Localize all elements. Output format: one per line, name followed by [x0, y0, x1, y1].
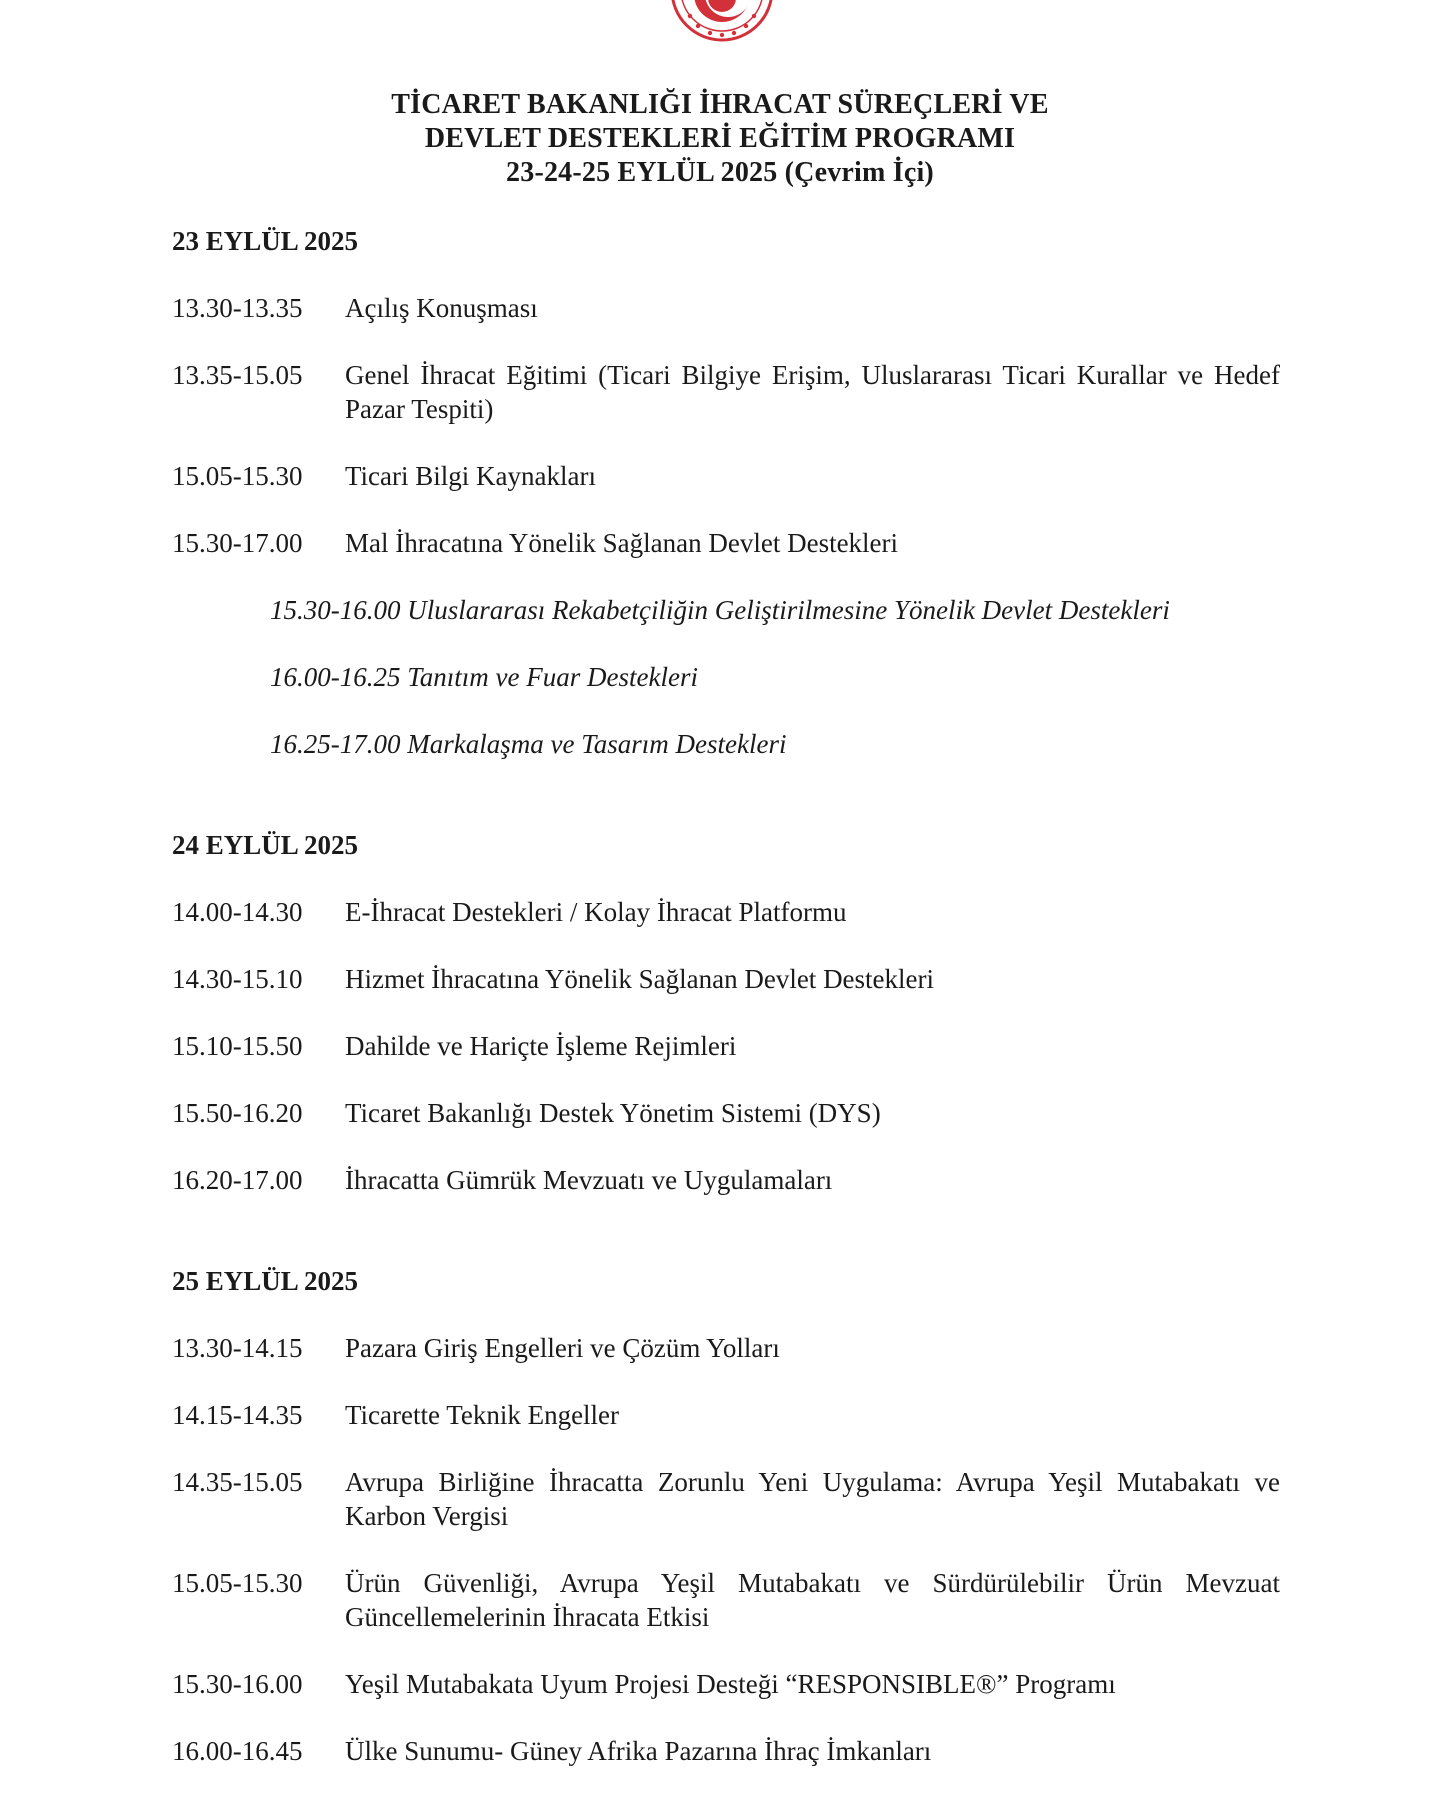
day-heading: 24 EYLÜL 2025: [172, 830, 359, 860]
title-line: DEVLET DESTEKLERİ EĞİTİM PROGRAMI: [424, 123, 1016, 154]
session-time: 14.15-14.35: [172, 1400, 303, 1430]
session-time: 15.30-17.00: [172, 528, 303, 558]
session-title: E-İhracat Destekleri / Kolay İhracat Platformu: [345, 897, 847, 927]
title-line: TİCARET BAKANLIĞI İHRACAT SÜREÇLERİ VE: [391, 89, 1049, 120]
session-time: 16.00-16.45: [172, 1736, 303, 1766]
session-time: 14.00-14.30: [172, 897, 303, 927]
session-title: Genel İhracat Eğitimi (Ticari Bilgiye Erişim, Uluslararası Ticari Kurallar ve Hedef Pazar Tespiti): [345, 360, 1280, 424]
session-title: İhracatta Gümrük Mevzuatı ve Uygulamaları: [345, 1165, 833, 1195]
session-time: 15.30-16.00: [172, 1669, 303, 1699]
session-title: Yeşil Mutabakata Uyum Projesi Desteği “RESPONSIBLE®” Programı: [345, 1669, 1116, 1699]
session-row: [172, 459, 1280, 493]
title-line: 23-24-25 EYLÜL 2025 (Çevrim İçi): [506, 157, 934, 188]
session-time: 15.50-16.20: [172, 1098, 303, 1128]
session-title: Ticarette Teknik Engeller: [345, 1400, 620, 1430]
session-time: 13.35-15.05: [172, 360, 303, 390]
session-row: [172, 1331, 1280, 1365]
session-title: Ticari Bilgi Kaynakları: [345, 461, 596, 491]
session-title: Hizmet İhracatına Yönelik Sağlanan Devlet Destekleri: [345, 964, 935, 994]
session-row: [172, 291, 1280, 325]
document-title: [0, 88, 1440, 190]
session-row: [172, 1566, 1280, 1634]
session-title: Açılış Konuşması: [345, 293, 538, 323]
session-time: 13.30-14.15: [172, 1333, 303, 1363]
session-row: [172, 1029, 1280, 1063]
subsession-item: 16.00-16.25 Tanıtım ve Fuar Destekleri: [270, 662, 698, 692]
session-time: 14.30-15.10: [172, 964, 303, 994]
subsession-item: 16.25-17.00 Markalaşma ve Tasarım Destekleri: [270, 729, 787, 759]
session-row: [172, 1734, 1280, 1768]
session-title: Pazara Giriş Engelleri ve Çözüm Yolları: [345, 1333, 780, 1363]
session-row: [172, 1096, 1280, 1130]
session-row: [172, 526, 1280, 560]
session-row: [172, 962, 1280, 996]
session-title: Dahilde ve Hariçte İşleme Rejimleri: [345, 1031, 737, 1061]
session-row: [172, 1465, 1280, 1533]
session-title: Ülke Sunumu- Güney Afrika Pazarına İhraç İmkanları: [345, 1736, 932, 1766]
session-row: [172, 358, 1280, 426]
session-row: [172, 1398, 1280, 1432]
session-time: 15.10-15.50: [172, 1031, 303, 1061]
session-time: 14.35-15.05: [172, 1467, 303, 1497]
session-time: 15.05-15.30: [172, 1568, 303, 1598]
day-heading: 25 EYLÜL 2025: [172, 1266, 359, 1296]
session-time: 16.20-17.00: [172, 1165, 303, 1195]
session-time: 15.05-15.30: [172, 461, 303, 491]
session-row: [172, 1163, 1280, 1197]
session-row: [172, 895, 1280, 929]
session-title: Ürün Güvenliği, Avrupa Yeşil Mutabakatı ve Sürdürülebilir Ürün Mevzuat Güncellemelerinin İhracata Etkisi: [345, 1568, 1280, 1632]
session-time: 13.30-13.35: [172, 293, 303, 323]
session-row: [172, 1667, 1280, 1701]
ministry-seal-icon: [670, 0, 774, 42]
subsession-item: 15.30-16.00 Uluslararası Rekabetçiliğin Geliştirilmesine Yönelik Devlet Destekleri: [270, 595, 1170, 625]
day-heading: 23 EYLÜL 2025: [172, 226, 359, 256]
session-title: Ticaret Bakanlığı Destek Yönetim Sistemi (DYS): [345, 1098, 881, 1128]
session-title: Mal İhracatına Yönelik Sağlanan Devlet Destekleri: [345, 528, 899, 558]
session-title: Avrupa Birliğine İhracatta Zorunlu Yeni Uygulama: Avrupa Yeşil Mutabakatı ve Karbon Vergisi: [345, 1467, 1280, 1531]
